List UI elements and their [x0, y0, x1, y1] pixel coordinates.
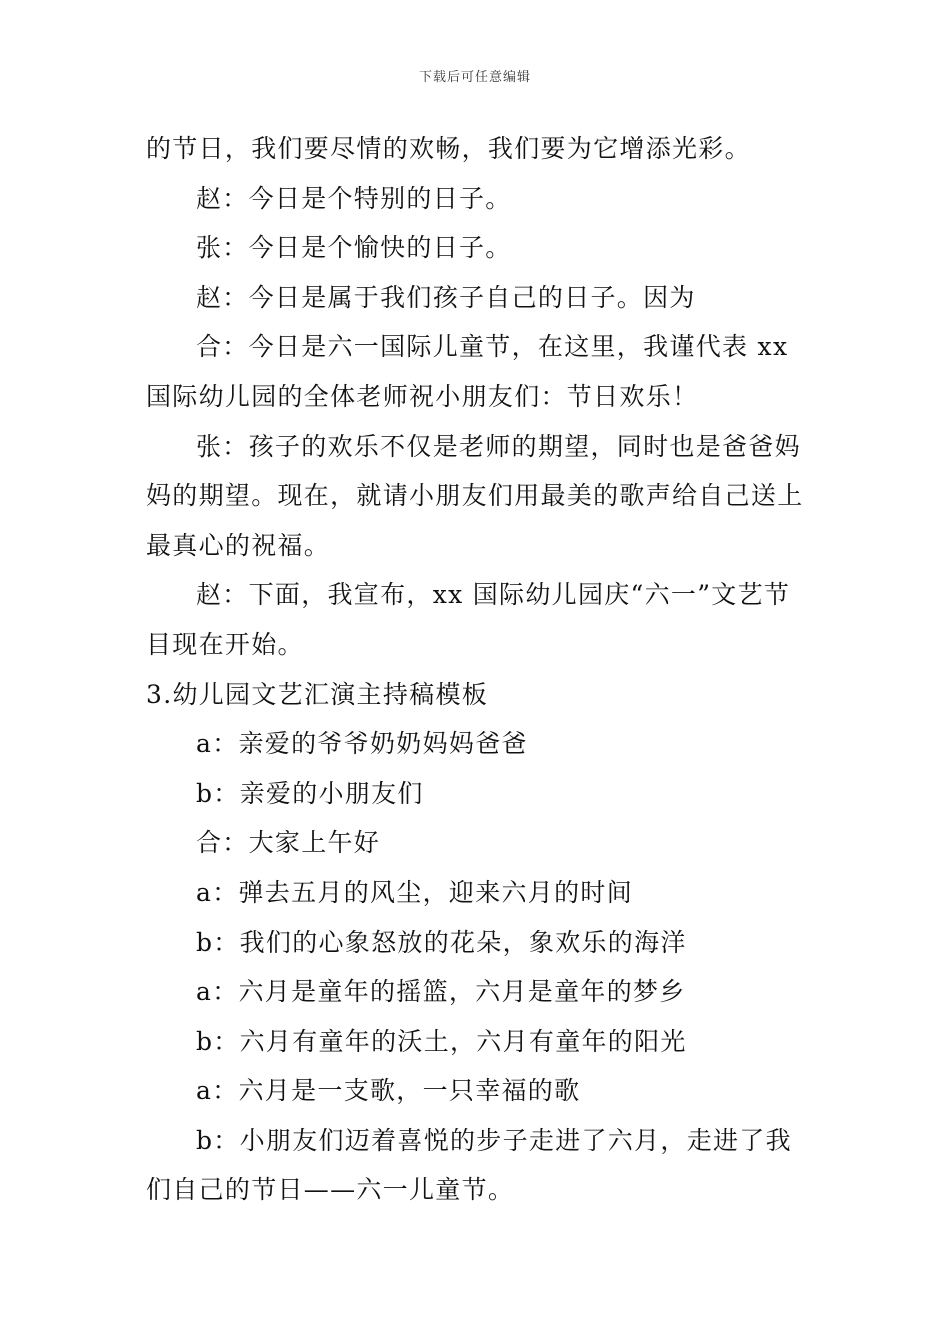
paragraph: b：我们的心象怒放的花朵，象欢乐的海洋 [196, 927, 687, 957]
page-header: 下载后可任意编辑 [418, 70, 531, 85]
paragraph: 赵：下面，我宣布，xx 国际幼儿园庆“六一”文艺节目现在开始。 [146, 580, 791, 659]
paragraph: a：六月是童年的摇篮，六月是童年的梦乡 [196, 977, 686, 1007]
paragraph: a：弹去五月的风尘，迎来六月的时间 [196, 877, 634, 907]
paragraph: 张：今日是个愉快的日子。 [196, 233, 512, 263]
paragraph: b：小朋友们迈着喜悦的步子走进了六月，走进了我们自己的节日——六一儿童节。 [146, 1125, 792, 1205]
paragraph: a：六月是一支歌，一只幸福的歌 [196, 1076, 581, 1106]
paragraph: a：亲爱的爷爷奶奶妈妈爸爸 [196, 729, 528, 759]
paragraph: 合：大家上午好 [196, 828, 381, 858]
paragraph: 张：孩子的欢乐不仅是老师的期望，同时也是爸爸妈妈的期望。现在，就请小朋友们用最美的歌声给自己送上最真心的祝福。 [146, 431, 804, 560]
paragraph: b：六月有童年的沃土，六月有童年的阳光 [196, 1026, 687, 1056]
paragraph: 合：今日是六一国际儿童节，在这里，我谨代表 xx 国际幼儿园的全体老师祝小朋友们：节日欢乐！ [146, 332, 798, 411]
section-heading: 3.幼儿园文艺汇演主持稿模板 [146, 679, 489, 709]
paragraph: 赵：今日是属于我们孩子自己的日子。因为 [196, 282, 696, 312]
paragraph: 赵：今日是个特别的日子。 [196, 183, 512, 213]
paragraph: b：亲爱的小朋友们 [196, 778, 424, 808]
document-body [146, 124, 808, 1215]
paragraph: 的节日，我们要尽情的欢畅，我们要为它增添光彩。 [146, 134, 751, 163]
